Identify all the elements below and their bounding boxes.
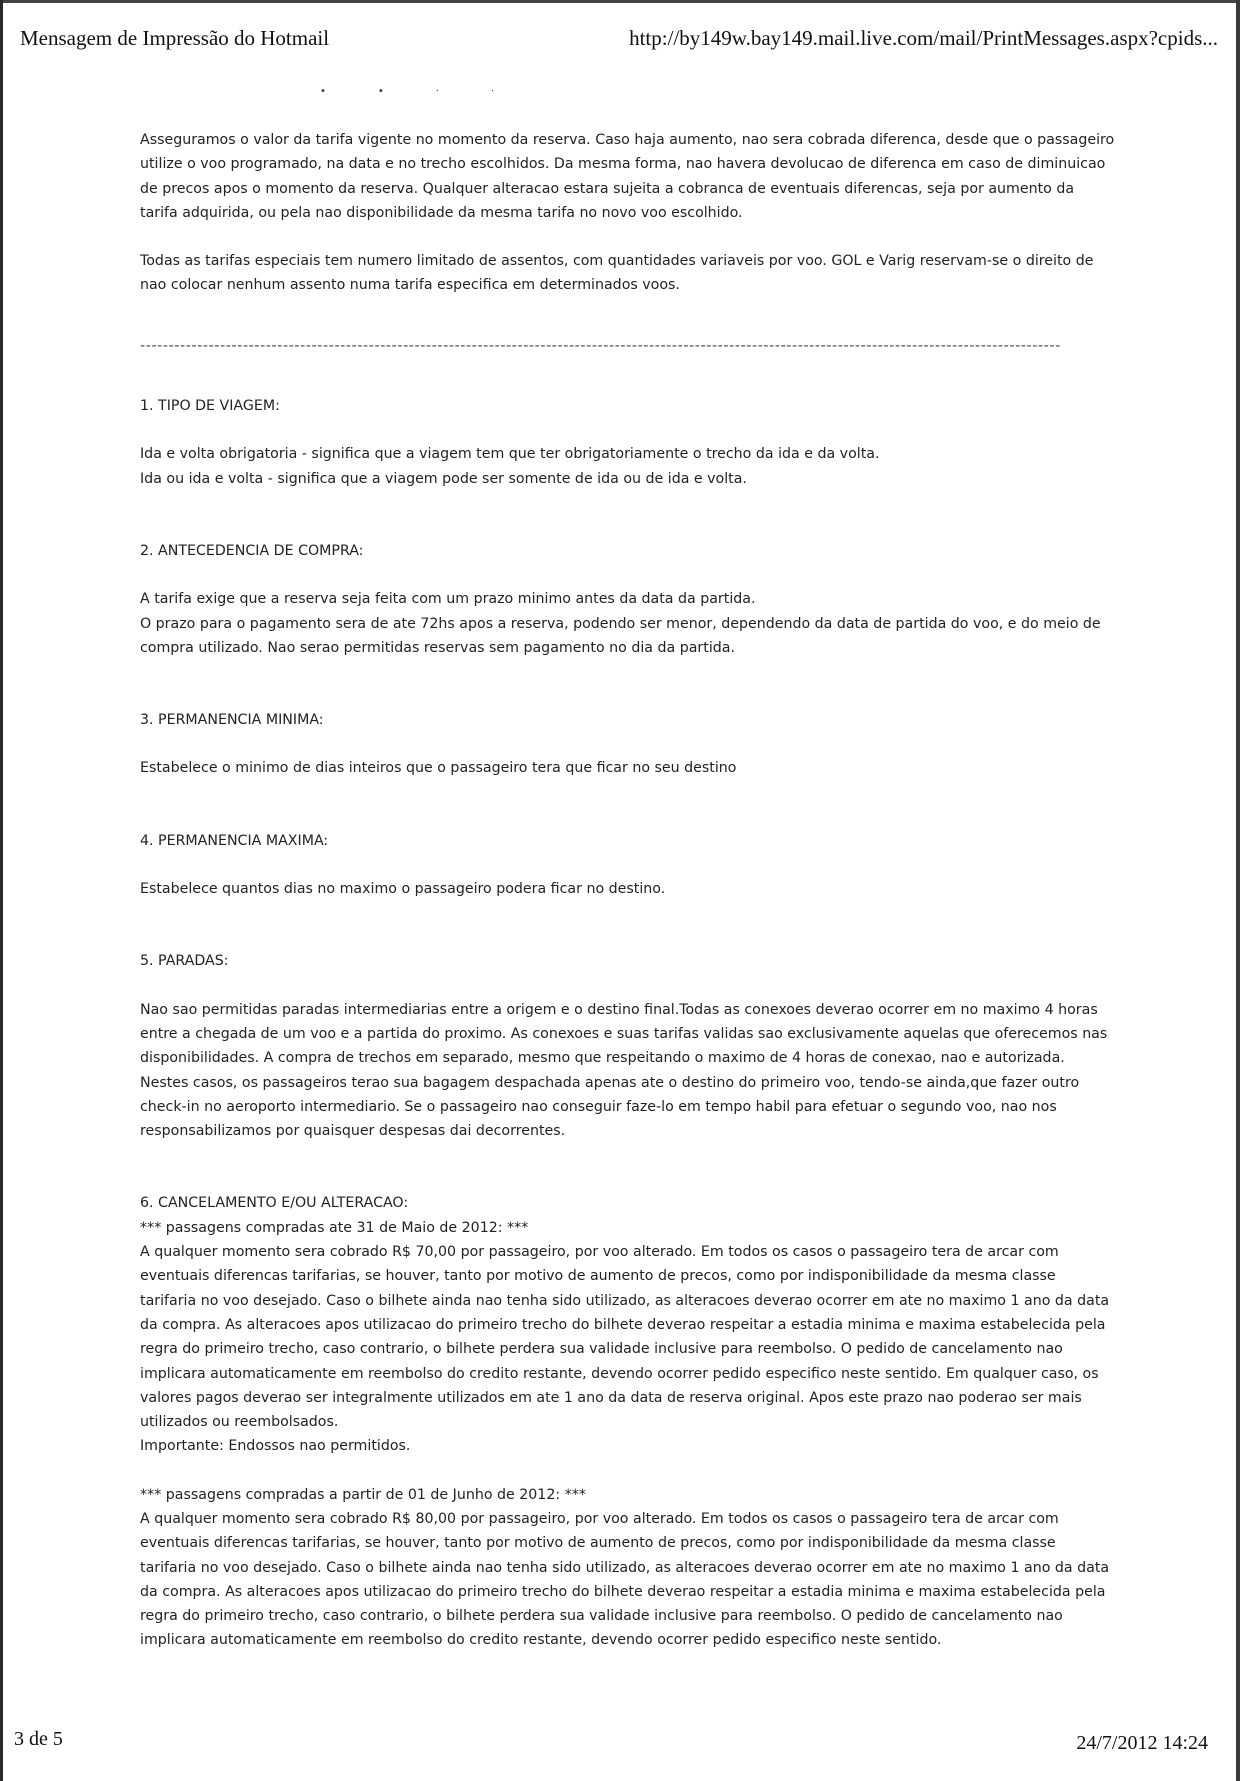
section-heading-antecedencia: 2. ANTECEDENCIA DE COMPRA:	[140, 542, 364, 559]
print-datetime: 24/7/2012 14:24	[1076, 1732, 1208, 1754]
scan-edge-right	[1236, 0, 1240, 1781]
section-text: A tarifa exige que a reserva seja feita com um prazo minimo antes da data da partida.	[140, 591, 756, 608]
block-title-until-may: *** passagens compradas ate 31 de Maio de 2012: ***	[140, 1219, 529, 1236]
section-text: A qualquer momento sera cobrado R$ 80,00 por passageiro, por voo alterado. Em todos os casos o passageiro tera de arcar com eventuais diferencas tarifarias, se houver, tanto por motivo de aumento de precos, como por indisponibilidade da mesma classe tarifaria no voo desejado. Caso o bilhete ainda nao tenha sido utilizado, as alteracoes deverao ocorrer em ate no maximo 1 ano da data da compra. As alteracoes apos utilizacao do primeiro trecho do bilhete deverao respeitar a estadia minima e maxima estabelecida pela regra do primeiro trecho, caso contrario, o bilhete perdera sua validade inclusive para reembolso. O pedido de cancelamento nao implicara automaticamente em reembolso do credito restante, devendo ocorrer pedido especifico neste sentido.	[140, 1510, 1110, 1649]
section-heading-paradas: 5. PARADAS:	[140, 953, 229, 970]
section-heading-cancelamento: 6. CANCELAMENTO E/OU ALTERACAO:	[140, 1195, 409, 1212]
print-footer	[14, 1728, 1208, 1758]
section-text: A qualquer momento sera cobrado R$ 70,00 por passageiro, por voo alterado. Em todos os casos o passageiro tera de arcar com eventuais diferencas tarifarias, se houver, tanto por motivo de aumento de precos, como por indisponibilidade da mesma classe tarifaria no voo desejado. Caso o bilhete ainda nao tenha sido utilizado, as alteracoes deverao ocorrer em ate no maximo 1 ano da data da compra. As alteracoes apos utilizacao do primeiro trecho do bilhete deverao respeitar a estadia minima e maxima estabelecida pela regra do primeiro trecho, caso contrario, o bilhete perdera sua validade inclusive para reembolso. O pedido de cancelamento nao implicara automaticamente em reembolso do credito restante, devendo ocorrer pedido especifico neste sentido. Em qualquer caso, os valores pagos deverao ser integralmente utilizados em ate 1 ano da data de reserva original. Apos este prazo nao poderao ser mais utilizados ou reembolsados.	[140, 1244, 1110, 1431]
block-title-from-june: *** passagens compradas a partir de 01 de Junho de 2012: ***	[140, 1486, 586, 1503]
message-body	[140, 128, 1115, 1653]
scan-edge-top	[0, 0, 1240, 3]
section-text: Estabelece o minimo de dias inteiros que o passageiro tera que ficar no seu destino	[140, 760, 737, 777]
section-text: Ida e volta obrigatoria - significa que a viagem tem que ter obrigatoriamente o trecho da ida e da volta.	[140, 446, 880, 463]
scan-edge-left	[0, 0, 3, 1781]
scan-specks: ••⋅⋅	[320, 86, 547, 97]
section-text: Estabelece quantos dias no maximo o passageiro podera ficar no destino.	[140, 881, 666, 898]
section-text: O prazo para o pagamento sera de ate 72hs apos a reserva, podendo ser menor, dependendo da data de partida do voo, e do meio de compra utilizado. Nao serao permitidas reservas sem pagamento no dia da partida.	[140, 615, 1101, 656]
print-header	[20, 26, 1218, 56]
intro-paragraph-limited-seats: Todas as tarifas especiais tem numero limitado de assentos, com quantidades variaveis por voo. GOL e Varig reservam-se o direito de nao colocar nenhum assento numa tarifa especifica em determinados voos.	[140, 253, 1094, 294]
section-heading-permanencia-maxima: 4. PERMANENCIA MAXIMA:	[140, 832, 329, 849]
section-heading-permanencia-minima: 3. PERMANENCIA MINIMA:	[140, 712, 324, 729]
dashed-separator: -----------------------------------------------------------------------------------------------------------------------------------------------------------------	[140, 337, 1061, 354]
important-note: Importante: Endossos nao permitidos.	[140, 1438, 411, 1455]
page-number: 3 de 5	[14, 1728, 63, 1750]
print-url: http://by149w.bay149.mail.live.com/mail/PrintMessages.aspx?cpids...	[629, 26, 1218, 50]
section-heading-tipo-de-viagem: 1. TIPO DE VIAGEM:	[140, 398, 280, 415]
print-title: Mensagem de Impressão do Hotmail	[20, 26, 330, 50]
section-text: Nao sao permitidas paradas intermediarias entre a origem e o destino final.Todas as conexoes deverao ocorrer em no maximo 4 horas entre a chegada de um voo e a partida do proximo. As conexoes e suas tarifas validas sao exclusivamente aquelas que oferecemos nas disponibilidades. A compra de trechos em separado, mesmo que respeitando o maximo de 4 horas de conexao, nao e autorizada. Nestes casos, os passageiros terao sua bagagem despachada apenas ate o destino do primeiro voo, tendo-se ainda,que fazer outro check-in no aeroporto intermediario. Se o passageiro nao conseguir faze-lo em tempo habil para efetuar o segundo voo, nao nos responsabilizamos por quaisquer despesas dai decorrentes.	[140, 1001, 1108, 1140]
section-text: Ida ou ida e volta - significa que a viagem pode ser somente de ida ou de ida e volta.	[140, 470, 747, 487]
intro-paragraph-fare-guarantee: Asseguramos o valor da tarifa vigente no momento da reserva. Caso haja aumento, nao sera cobrada diferenca, desde que o passageiro utilize o voo programado, na data e no trecho escolhidos. Da mesma forma, nao havera devolucao de diferenca em caso de diminuicao de precos apos o momento da reserva. Qualquer alteracao estara sujeita a cobranca de eventuais diferencas, seja por aumento da tarifa adquirida, ou pela nao disponibilidade da mesma tarifa no novo voo escolhido.	[140, 132, 1115, 221]
